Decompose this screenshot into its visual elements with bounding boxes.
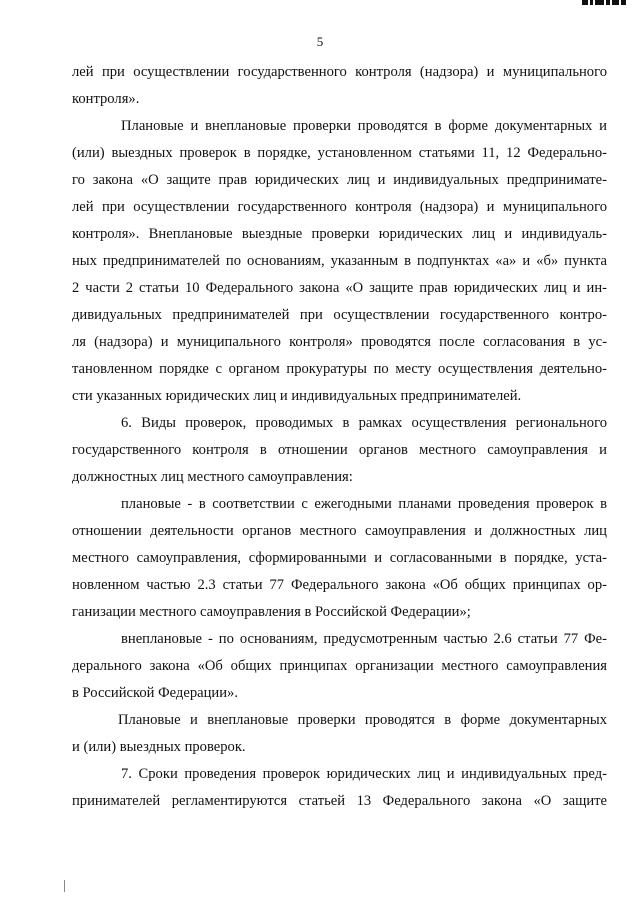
text-line: ных предпринимателей по основаниям, указанным в подпунктах «а» и «б» пункта — [72, 253, 607, 269]
text-line: ганизации местного самоуправления в Российской Федерации»; — [72, 604, 471, 620]
text-line: плановые - в соответствии с ежегодными планами проведения проверок в — [121, 496, 607, 512]
text-line: Плановые и внеплановые проверки проводятся в форме документарных и — [121, 118, 607, 134]
text-line: дерального закона «Об общих принципах организации местного самоуправления — [72, 658, 607, 674]
text-line: внеплановые - по основаниям, предусмотренным частью 2.6 статьи 77 Фе- — [121, 631, 607, 647]
scan-margin-mark — [64, 880, 65, 892]
text-line: (или) выездных проверок в порядке, установленном статьями 11, 12 Федерально- — [72, 145, 607, 161]
text-line: дивидуальных предпринимателей при осуществлении государственного контро- — [72, 307, 607, 323]
scan-corner-mark — [582, 0, 626, 5]
text-line: 7. Сроки проведения проверок юридических лиц и индивидуальных пред- — [121, 766, 607, 782]
text-line: в Российской Федерации». — [72, 685, 238, 701]
text-line: го закона «О защите прав юридических лиц и индивидуальных предпринимате- — [72, 172, 607, 188]
text-line: Плановые и внеплановые проверки проводятся в форме документарных — [118, 712, 607, 728]
text-line: новленном частью 2.3 статьи 77 Федерального закона «Об общих принципах ор- — [72, 577, 607, 593]
text-line: лей при осуществлении государственного контроля (надзора) и муниципального — [72, 199, 607, 215]
text-line: сти указанных юридических лиц и индивидуальных предпринимателей. — [72, 388, 522, 404]
text-line: ля (надзора) и муниципального контроля» проводятся после согласования в ус- — [72, 334, 607, 350]
text-line: 2 части 2 статьи 10 Федерального закона «О защите прав юридических лиц и ин- — [72, 280, 607, 296]
page-number: 5 — [316, 34, 324, 49]
text-line: тановленном порядке с органом прокуратуры по месту осуществления деятельно- — [72, 361, 607, 377]
text-line: местного самоуправления, сформированными и согласованными в порядке, уста- — [72, 550, 607, 566]
text-line: должностных лиц местного самоуправления: — [72, 469, 353, 485]
text-line: государственного контроля в отношении органов местного самоуправления и — [72, 442, 607, 458]
text-line: принимателей регламентируются статьей 13 Федерального закона «О защите — [72, 793, 607, 809]
text-line: контроля». Внеплановые выездные проверки юридических лиц и индивидуаль- — [72, 226, 607, 242]
text-line: отношении деятельности органов местного самоуправления и должностных лиц — [72, 523, 607, 539]
text-line: лей при осуществлении государственного контроля (надзора) и муниципального — [72, 64, 607, 80]
text-line: 6. Виды проверок, проводимых в рамках осуществления регионального — [121, 415, 607, 431]
text-line: и (или) выездных проверок. — [72, 739, 246, 755]
text-line: контроля». — [72, 91, 140, 107]
